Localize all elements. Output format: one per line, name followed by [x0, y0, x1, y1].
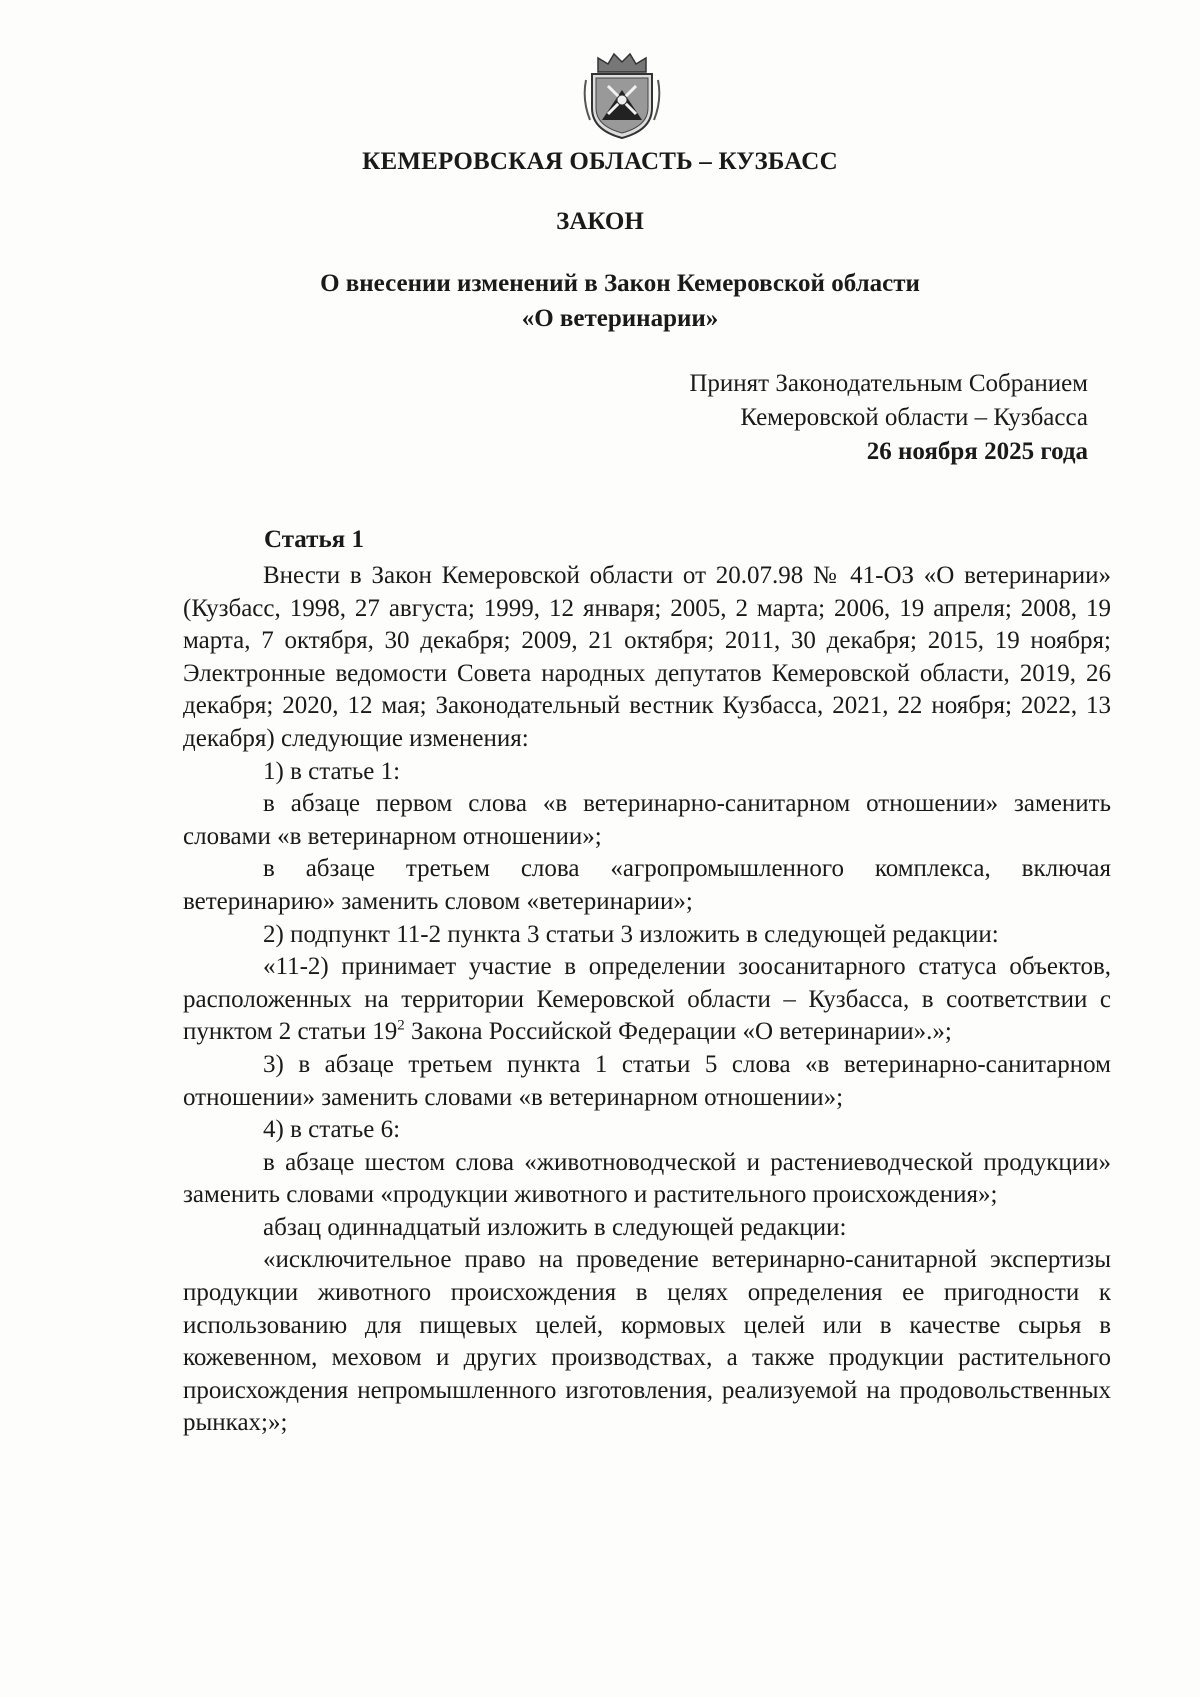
paragraph: [183, 951, 1111, 1049]
paragraph: в абзаце шестом слова «животноводческой и растениеводческой продукции» заменить словами «продукции животного и растительного происхождения»;: [183, 1148, 1111, 1209]
adoption-line1: Принят Законодательным Собранием: [689, 370, 1088, 397]
paragraph: «исключительное право на проведение ветеринарно-санитарной экспертизы продукции животного происхождения в целях определения ее пригодности к использованию для пищевых целей, кормовых целей или в качестве сырья в кожевенном, меховом и других производствах, а также продукции растительного происхождения непромышленного изготовления, реализуемой на продовольственных рынках;»;: [183, 1246, 1111, 1437]
document-type: ЗАКОН: [556, 208, 644, 235]
article-heading: Статья 1: [264, 526, 364, 553]
paragraph: в абзаце третьем слова «агропромышленного комплекса, включая ветеринарию» заменить словом «ветеринарии»;: [183, 855, 1111, 915]
paragraph: Внести в Закон Кемеровской области от 20.07.98 № 41-ОЗ «О ветеринарии» (Кузбасс, 1998, 27 августа; 1999, 12 января; 2005, 2 марта; 2006, 19 апреля; 2008, 19 марта, 7 октября, 30 декабря; 2009, 21 октября; 2011, 30 декабря; 2015, 19 ноября; Электронные ведомости Совета народных депутатов Кемеровской области, 2019, 26 декабря; 2020, 12 мая; Законодательный вестник Кузбасса, 2021, 22 ноября; 2022, 13 декабря) следующие изменения:: [183, 562, 1111, 752]
paragraph: абзац одиннадцатый изложить в следующей редакции:: [263, 1213, 847, 1241]
law-title-line1: О внесении изменений в Закон Кемеровской области: [320, 270, 920, 297]
law-title-line2: «О ветеринарии»: [521, 305, 719, 332]
paragraph: в абзаце первом слова «в ветеринарно-санитарном отношении» заменить словами «в ветеринарном отношении»;: [183, 790, 1111, 850]
adoption-date: 26 ноября 2025 года: [866, 438, 1088, 465]
paragraph: 2) подпункт 11-2 пункта 3 статьи 3 изложить в следующей редакции:: [263, 920, 999, 948]
paragraph-text: «11-2) принимает участие в определении зоосанитарного статуса объектов, расположенных на территории Кемеровской области – Кузбасса, в соответствии с пунктом 2 статьи 19: [183, 953, 1111, 1046]
article-body: [183, 560, 1111, 1440]
coat-of-arms-icon: [580, 50, 664, 140]
adoption-line2: Кемеровской области – Кузбасса: [740, 404, 1088, 431]
region-name: КЕМЕРОВСКАЯ ОБЛАСТЬ – КУЗБАСС: [362, 148, 838, 175]
paragraph: 3) в абзаце третьем пункта 1 статьи 5 слова «в ветеринарно-санитарном отношении» заменить словами «в ветеринарном отношении»;: [183, 1050, 1111, 1111]
paragraph: 4) в статье 6:: [263, 1116, 401, 1144]
superscript: 2: [397, 1017, 405, 1034]
paragraph: 1) в статье 1:: [263, 757, 401, 785]
paragraph-tail: Закона Российской Федерации «О ветеринарии».»;: [404, 1018, 952, 1046]
